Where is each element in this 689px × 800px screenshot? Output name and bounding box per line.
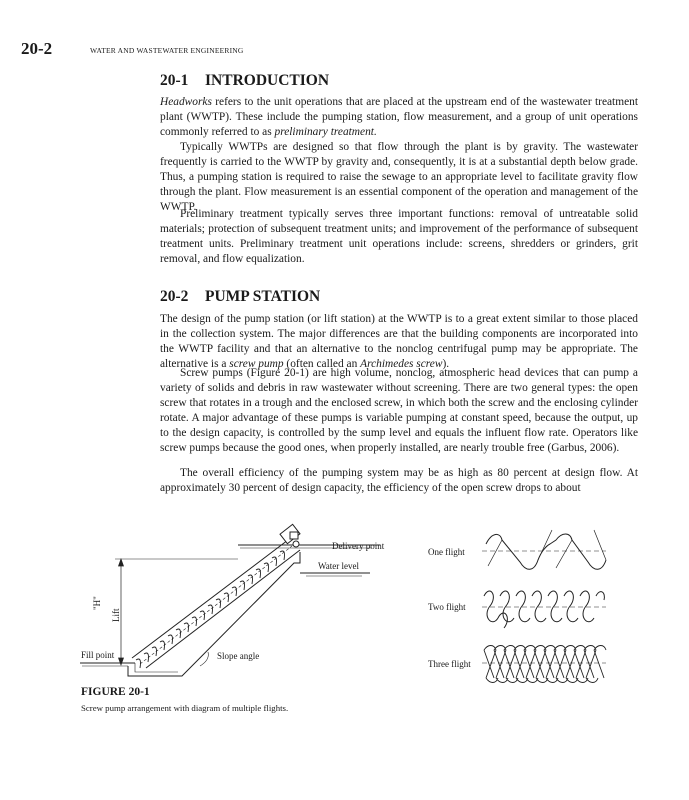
italic-term: screw pump xyxy=(229,358,284,371)
text-run: ). xyxy=(442,358,450,371)
section-title: INTRODUCTION xyxy=(205,72,330,89)
italic-term: Archimedes screw xyxy=(360,358,443,371)
page-number: 20-2 xyxy=(21,39,53,58)
fill-point-label: Fill point xyxy=(81,650,115,660)
section-number: 20-2 xyxy=(160,288,189,305)
figure-caption-text: Screw pump arrangement with diagram of multiple flights. xyxy=(81,703,289,713)
paragraph: The overall efficiency of the pumping system may be as high as 80 percent at design flow. At approximately 30 percent of design capacity, the efficiency of the open screw drops to about xyxy=(160,467,638,495)
lift-label: Lift xyxy=(111,608,121,622)
three-flight-diagram xyxy=(482,646,606,683)
text-run: (often called an xyxy=(283,358,361,371)
italic-term: preliminary treatment. xyxy=(274,126,377,139)
slope-angle-label: Slope angle xyxy=(217,651,260,661)
section-number: 20-1 xyxy=(160,72,189,89)
paragraph: Preliminary treatment typically serves three important functions: removal of untreatable solid materials; protection of subsequent treatment units; and improvement of the performance of subsequent treatment units. Preliminary treatment unit operations include: screens, shredders or grinders, grit removal, and flow equalization. xyxy=(160,208,638,266)
italic-term: Headworks xyxy=(160,96,212,108)
one-flight-label: One flight xyxy=(428,547,465,557)
paragraph: Screw pumps (Figure 20-1) are high volume, nonclog, atmospheric head devices that can pump a variety of solids and debris in raw wastewater without screening. There are two general types: the open screw that rotates in a trough and the enclosed screw, in which both the screw and the enclosing cylinder rotate. A major advantage of these pumps is variable pumping at constant speed, because the output, up to the design capacity, is controlled by the sump level and equals the influent flow rate. Operators like screw pumps because the good ones, when properly installed, are nearly trouble free (Garbus, 2006). xyxy=(160,367,638,455)
h-label: "H" xyxy=(92,596,102,610)
one-flight-diagram xyxy=(482,530,606,569)
three-flight-label: Three flight xyxy=(428,659,471,669)
text-run: The design of the pump station (or lift station) at the WWTP is to a great extent similar to those placed in the collection system. The major differences are that the building components are incorporated into the WWTP facility and that an alternative to the nonclog centrifugal pump may be appropriate. The alternative is a xyxy=(160,313,638,371)
two-flight-label: Two flight xyxy=(428,602,466,612)
screw-flights xyxy=(136,546,292,668)
running-title: WATER AND WASTEWATER ENGINEERING xyxy=(90,46,244,55)
water-level-label: Water level xyxy=(318,561,360,571)
figure-caption-label: FIGURE 20-1 xyxy=(81,686,150,698)
text-run: refers to the unit operations that are placed at the upstream end of the wastewater treatment plant (WWTP). These include the pumping station, flow measurement, and a group of unit operations commonly referred to as xyxy=(160,96,638,139)
paragraph: Typically WWTPs are designed so that flow through the plant is by gravity. The wastewater frequently is carried to the WWTP by gravity and, consequently, it is at a substantial depth below grade. Thus, a pumping station is required to raise the sewage to an appropriate level to facilitate gravity flow through the plant. Flow measurement is an essential component of the operation and management of the WWTP. xyxy=(160,141,638,214)
section-title: PUMP STATION xyxy=(205,288,321,305)
delivery-point-label: Delivery point xyxy=(332,541,385,551)
two-flight-diagram xyxy=(482,591,606,628)
